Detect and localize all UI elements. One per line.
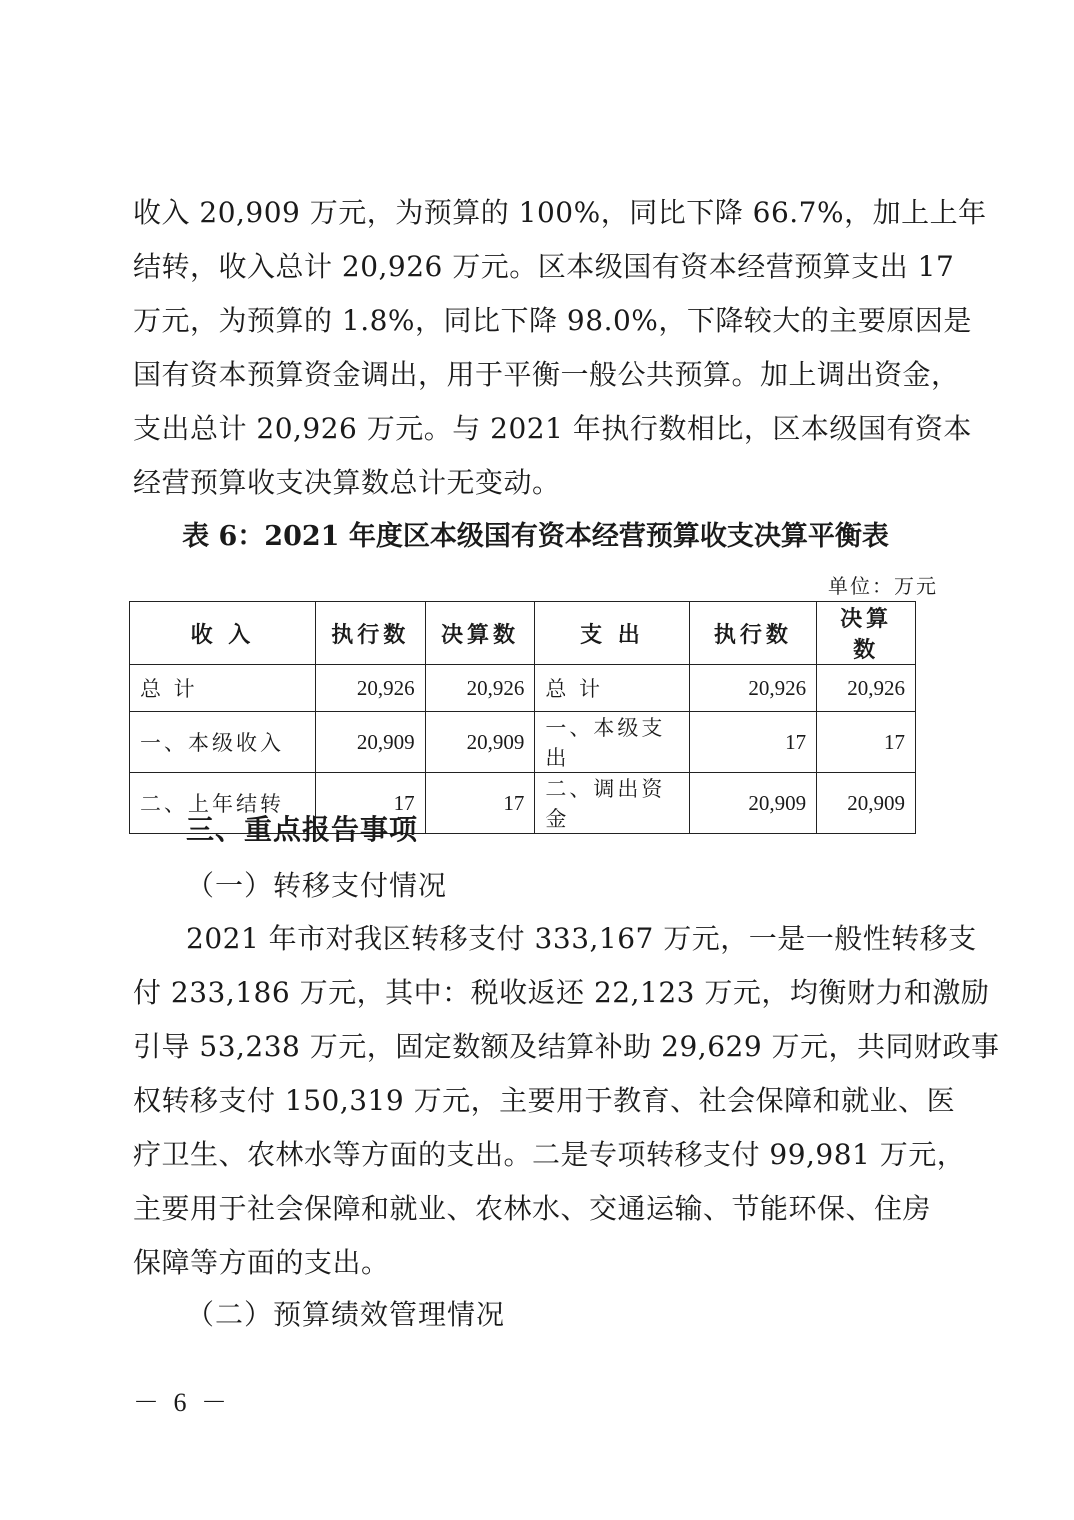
subsection-heading-transfer: （一）转移支付情况 [186,869,448,902]
table-cell: 总 计 [130,665,316,712]
intro-paragraph [133,186,987,510]
table-cell: 17 [817,712,916,773]
table-cell: 二、调出资金 [535,773,689,834]
header-expenditure: 支 出 [535,602,689,665]
paragraph-line: 2021 年市对我区转移支付 333,167 万元，一是一般性转移支 [186,922,977,955]
table-cell: 20,909 [689,773,817,834]
table-header-row [130,602,916,665]
header-final: 决算数 [425,602,535,665]
paragraph-line: 收入 20,909 万元，为预算的 100%，同比下降 66.7%，加上上年 [133,196,987,229]
paragraph-line: 支出总计 20,926 万元。与 2021 年执行数相比，区本级国有资本 [133,412,972,445]
table-cell: 20,926 [689,665,817,712]
page-number: － 6 － [133,1388,232,1417]
table-row [130,712,916,773]
paragraph-line: 万元，为预算的 1.8%，同比下降 98.0%，下降较大的主要原因是 [133,304,972,337]
transfer-paragraph [133,912,1000,1290]
table-cell: 20,926 [315,665,425,712]
paragraph-line: 引导 53,238 万元，固定数额及结算补助 29,629 万元，共同财政事 [133,1030,1000,1063]
paragraph-line: 疗卫生、农林水等方面的支出。二是专项转移支付 99,981 万元， [133,1138,966,1171]
table-cell: 一、本级收入 [130,712,316,773]
table-row [130,665,916,712]
section-heading: 三、重点报告事项 [186,813,419,846]
budget-balance-table [129,601,916,834]
table-cell: 一、本级支出 [535,712,689,773]
subsection-heading-performance: （二）预算绩效管理情况 [186,1298,506,1331]
paragraph-line: 保障等方面的支出。 [133,1246,390,1279]
header-final: 决算数 [817,602,916,665]
table-cell: 总 计 [535,665,689,712]
table-title: 表 6：2021 年度区本级国有资本经营预算收支决算平衡表 [182,521,889,552]
table-cell: 20,909 [817,773,916,834]
paragraph-line: 主要用于社会保障和就业、农林水、交通运输、节能环保、住房 [133,1192,932,1225]
paragraph-line: 结转，收入总计 20,926 万元。区本级国有资本经营预算支出 17 [133,250,955,283]
table-cell: 20,926 [817,665,916,712]
table-unit: 单位：万元 [828,574,938,598]
paragraph-line: 权转移支付 150,319 万元，主要用于教育、社会保障和就业、医 [133,1084,956,1117]
header-income: 收 入 [130,602,316,665]
paragraph-line: 国有资本预算资金调出，用于平衡一般公共预算。加上调出资金， [133,358,960,391]
paragraph-line: 付 233,186 万元，其中：税收返还 22,123 万元，均衡财力和激励 [133,976,990,1009]
table-cell: 二、上年结转 [130,773,316,834]
table-cell: 17 [425,773,535,834]
table-cell: 17 [315,773,425,834]
paragraph-line: 经营预算收支决算数总计无变动。 [133,466,561,499]
table-cell: 20,926 [425,665,535,712]
header-executed: 执行数 [689,602,817,665]
header-executed: 执行数 [315,602,425,665]
table-cell: 20,909 [425,712,535,773]
table-cell: 17 [689,712,817,773]
table-cell: 20,909 [315,712,425,773]
